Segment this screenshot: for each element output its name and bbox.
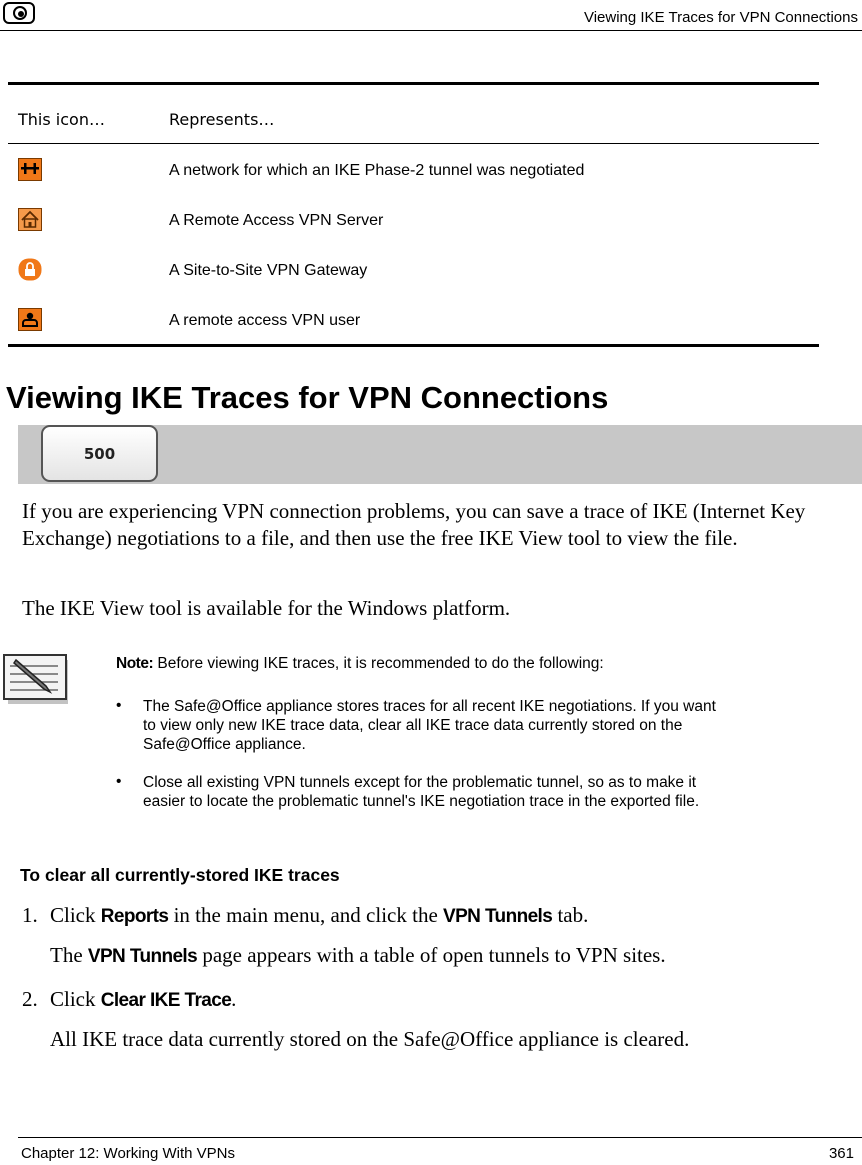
site-to-site-gateway-icon	[18, 258, 42, 281]
note-intro-text: Before viewing IKE traces, it is recommended to do the following:	[153, 655, 604, 672]
procedure-heading: To clear all currently-stored IKE traces	[20, 865, 340, 885]
page-vpn-tunnels: VPN Tunnels	[87, 946, 198, 967]
step-2-instruction: Click Clear IKE Trace.	[50, 987, 237, 1011]
step-1-instruction: Click Reports in the main menu, and click the VPN Tunnels tab.	[50, 903, 589, 927]
header-divider	[0, 30, 862, 31]
table-header-icon: This icon…	[18, 110, 105, 129]
step-2-result: All IKE trace data currently stored on the Safe@Office appliance is cleared.	[50, 1027, 690, 1051]
note-pad-icon	[2, 652, 72, 708]
note-label: Note:	[116, 655, 154, 672]
bullet-marker: •	[116, 697, 122, 714]
clear-ike-trace-button-ref: Clear IKE Trace	[100, 990, 232, 1011]
table-header-rule	[8, 143, 819, 144]
tab-vpn-tunnels: VPN Tunnels	[443, 906, 553, 927]
note-intro	[116, 655, 604, 673]
intro-paragraph: If you are experiencing VPN connection problems, you can save a trace of IKE (Internet Key Exchange) negotiations to a file, and then use the free IKE View tool to view the file.	[22, 499, 806, 550]
platform-paragraph: The IKE View tool is available for the Windows platform.	[22, 596, 511, 620]
remote-user-icon	[18, 308, 42, 331]
footer-page-number: 361	[828, 1145, 854, 1162]
section-title: Viewing IKE Traces for VPN Connections	[6, 380, 609, 415]
step-1-result: The VPN Tunnels page appears with a table of open tunnels to VPN sites.	[50, 943, 666, 967]
running-header-title: Viewing IKE Traces for VPN Connections	[583, 9, 858, 26]
network-tunnel-icon	[18, 158, 42, 181]
table-row-text: A Remote Access VPN Server	[169, 212, 384, 229]
step-number: 1.	[22, 903, 38, 927]
table-row-text: A Site-to-Site VPN Gateway	[169, 262, 368, 279]
step-number: 2.	[22, 987, 38, 1011]
menu-reports: Reports	[100, 906, 169, 927]
model-500-badge: 500	[41, 425, 158, 482]
table-row-text: A network for which an IKE Phase-2 tunnel was negotiated	[169, 162, 585, 179]
table-header-represents: Represents…	[169, 110, 275, 129]
table-top-rule	[8, 82, 819, 85]
remote-access-server-icon	[18, 208, 42, 231]
note-bullet-item: Close all existing VPN tunnels except for the problematic tunnel, so as to make it easier to locate the problematic tunnel's IKE negotiation trace in the exported file.	[143, 774, 700, 810]
brand-logo-icon	[3, 2, 35, 24]
footer-divider	[18, 1137, 862, 1138]
table-row-text: A remote access VPN user	[169, 312, 361, 329]
note-bullet-item: The Safe@Office appliance stores traces for all recent IKE negotiations. If you want to view only new IKE trace data, clear all IKE trace data currently stored on the Safe@Office appliance.	[143, 698, 716, 753]
footer-chapter: Chapter 12: Working With VPNs	[21, 1145, 235, 1162]
table-bottom-rule	[8, 344, 819, 347]
bullet-marker: •	[116, 773, 122, 790]
